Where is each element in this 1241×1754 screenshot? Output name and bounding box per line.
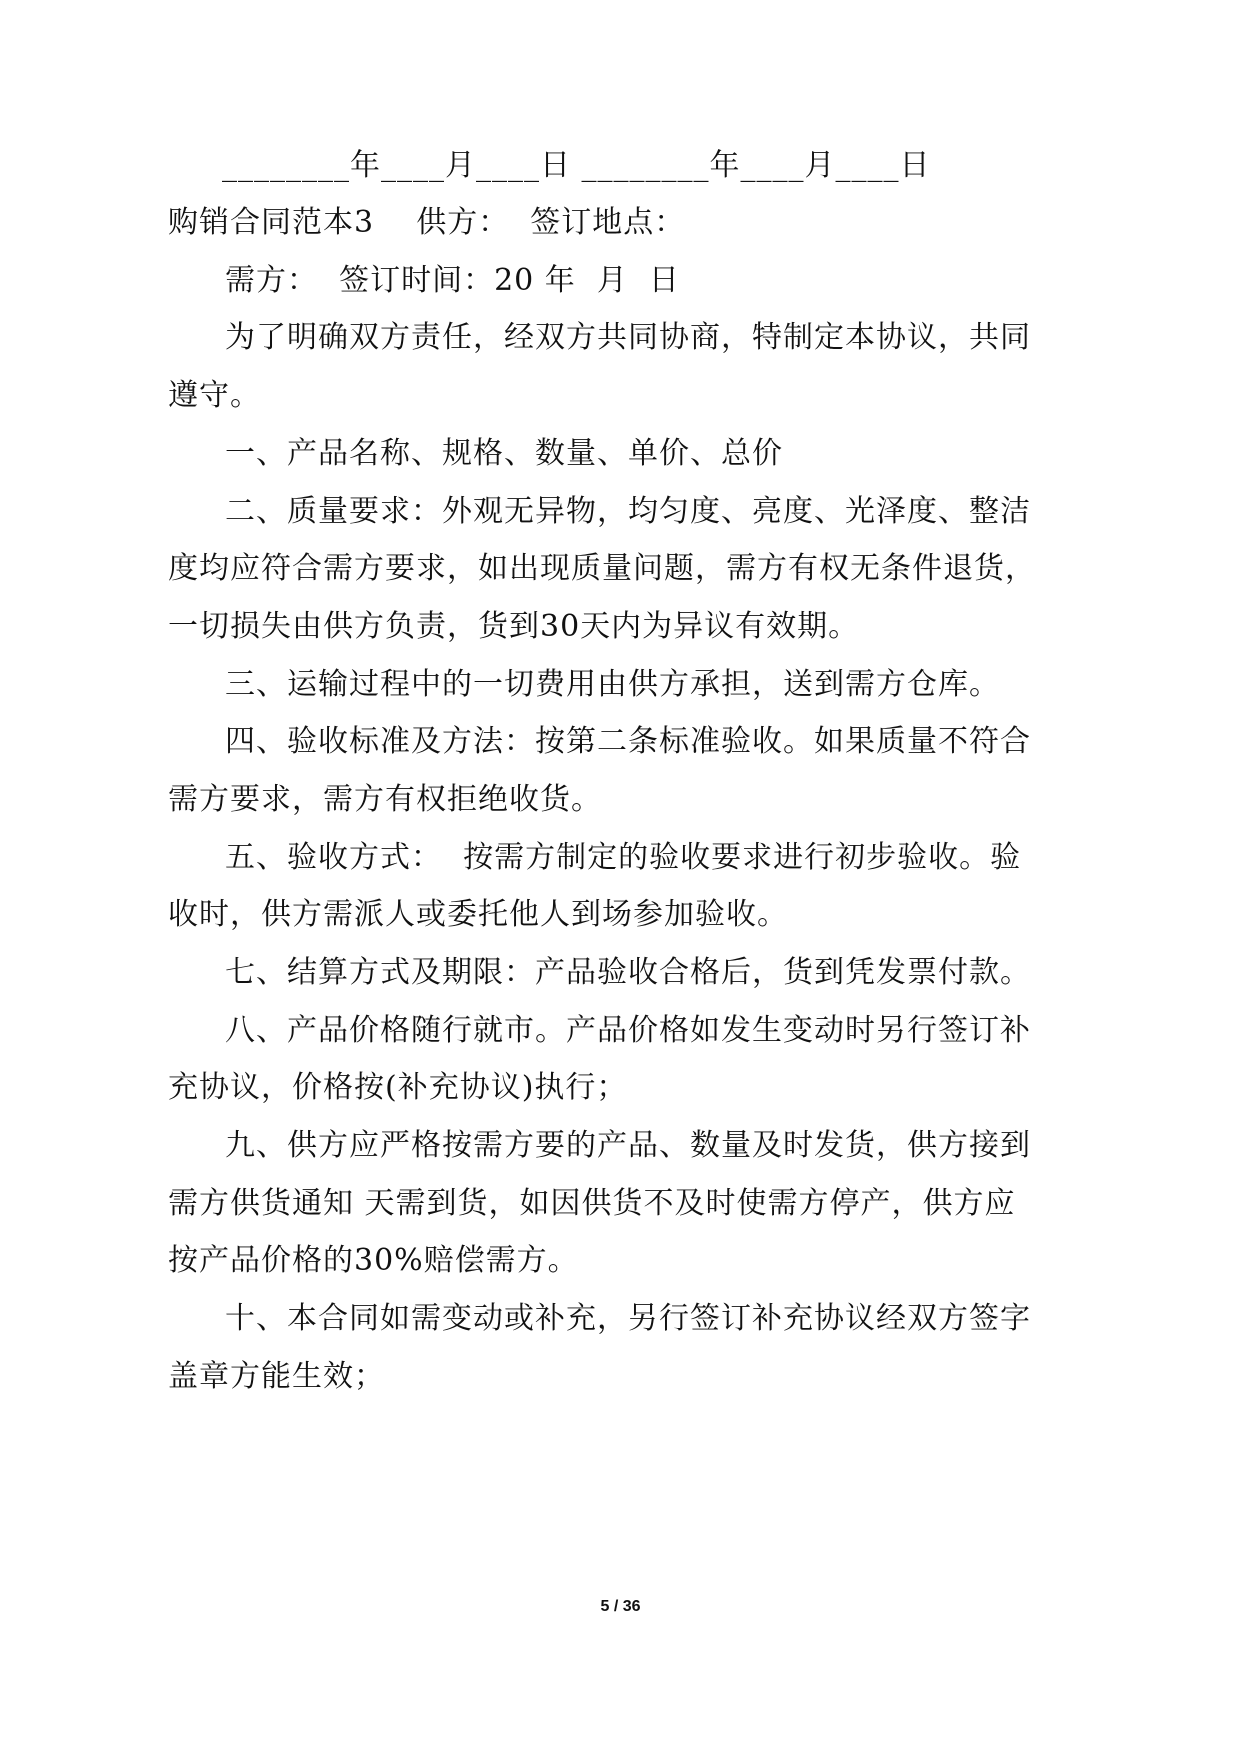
clause-8-line-2: 充协议，价格按(补充协议)执行； — [168, 1070, 628, 1105]
clause-4-line-2: 需方要求，需方有权拒绝收货。 — [168, 782, 602, 817]
clause-10-line-1: 十、本合同如需变动或补充，另行签订补充协议经双方签字 — [225, 1301, 1031, 1336]
clause-3: 三、运输过程中的一切费用由供方承担，送到需方仓库。 — [225, 667, 1000, 702]
clause-9-line-3: 按产品价格的30%赔偿需方。 — [168, 1243, 579, 1278]
clause-8-line-1: 八、产品价格随行就市。产品价格如发生变动时另行签订补 — [225, 1013, 1031, 1048]
signature-date-line: ________年____月____日 ________年____月____日 — [222, 148, 931, 183]
clause-2-line-2: 度均应符合需方要求，如出现质量问题，需方有权无条件退货， — [168, 551, 1036, 586]
clause-1: 一、产品名称、规格、数量、单价、总价 — [225, 436, 783, 471]
clause-4-line-1: 四、验收标准及方法：按第二条标准验收。如果质量不符合 — [225, 724, 1031, 759]
paragraph-intro-line-1: 为了明确双方责任，经双方共同协商，特制定本协议，共同 — [225, 320, 1031, 355]
clause-5-line-1: 五、验收方式： 按需方制定的验收要求进行初步验收。验 — [225, 840, 1022, 875]
clause-9-line-1: 九、供方应严格按需方要的产品、数量及时发货，供方接到 — [225, 1128, 1031, 1163]
clause-9-line-2: 需方供货通知 天需到货，如因供货不及时使需方停产，供方应 — [168, 1186, 1016, 1221]
clause-2-line-3: 一切损失由供方负责，货到30天内为异议有效期。 — [168, 609, 860, 644]
clause-2-line-1: 二、质量要求：外观无异物，均匀度、亮度、光泽度、整洁 — [225, 494, 1031, 529]
page-number: 5 / 36 — [600, 1598, 641, 1615]
contract-title-line: 购销合同范本3 供方： 签订地点： — [168, 205, 686, 240]
paragraph-intro-line-2: 遵守。 — [168, 378, 261, 413]
buyer-info-line: 需方： 签订时间：20 年 月 日 — [225, 263, 680, 298]
clause-5-line-2: 收时，供方需派人或委托他人到场参加验收。 — [168, 897, 788, 932]
clause-10-line-2: 盖章方能生效； — [168, 1359, 385, 1394]
clause-7: 七、结算方式及期限：产品验收合格后，货到凭发票付款。 — [225, 955, 1031, 990]
